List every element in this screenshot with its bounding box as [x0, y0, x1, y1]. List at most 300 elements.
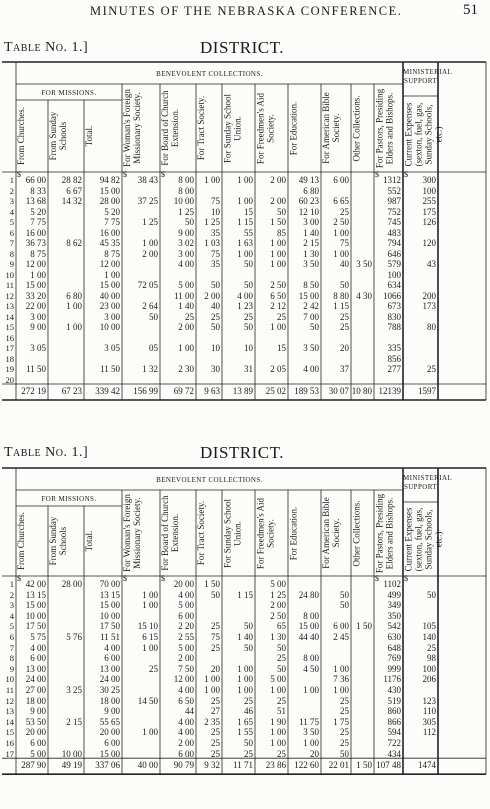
table-cell: 55 65	[99, 716, 120, 727]
total-cell: 40 00	[137, 760, 158, 771]
table-cell: 44 40	[298, 632, 319, 642]
total-cell: 1 50	[356, 760, 372, 771]
table-cell: 830	[387, 311, 401, 322]
total-cell: 287 90	[21, 760, 46, 771]
table-cell: 8 50	[303, 280, 319, 290]
row-number: 12	[5, 695, 14, 706]
table-cell: 1 15	[333, 301, 349, 311]
table-cell: 43	[427, 259, 436, 269]
table-cell: 25	[340, 322, 349, 332]
table-cell: 1 00	[270, 322, 286, 332]
table-cell: 3 02	[178, 238, 194, 248]
total-cell: 11 71	[233, 760, 253, 771]
table-cell: 6 00	[333, 621, 349, 632]
table-cell: 1 25	[204, 217, 220, 227]
column-header: From Sunday Schools	[48, 111, 68, 161]
table-cell: 66 00	[25, 175, 46, 185]
column-header: For Education.	[288, 101, 298, 155]
total-cell: 189 53	[294, 386, 319, 396]
table-cell: 866	[387, 716, 401, 727]
table-cell: 1 40	[303, 227, 319, 238]
table-cell: 11 75	[299, 716, 319, 727]
table-cell: 13 00	[25, 663, 46, 674]
table-cell: 10	[244, 343, 253, 353]
table-cell: 25	[211, 621, 220, 632]
table-cell: 794	[387, 238, 401, 248]
table-cell: 6 65	[333, 196, 349, 206]
table-cell: 3 00	[104, 311, 120, 322]
statistics-table	[2, 468, 486, 774]
table-cell: 2 42	[303, 301, 319, 311]
table-cell: 1 00	[142, 238, 158, 248]
table-cell: 10	[211, 343, 220, 353]
table-cell: 25	[211, 311, 220, 322]
group-label-benevolent: BENEVOLENT COLLECTIONS.	[156, 476, 263, 484]
table-cell: 40 00	[99, 290, 120, 301]
table-cell: 4 00	[178, 716, 194, 727]
table-cell: 13 00	[99, 663, 120, 674]
table-cell: 1 00	[66, 322, 82, 332]
table-cell: 630	[387, 632, 401, 642]
table-cell: 50	[185, 217, 194, 227]
row-number: 13	[5, 301, 14, 311]
table-cell: 1 00	[237, 685, 253, 695]
column-header: Total.	[84, 530, 94, 552]
table-cell: 2 00	[178, 738, 194, 748]
table-cell: 5 20	[30, 206, 46, 217]
table-cell: 75	[211, 248, 220, 259]
table-cell: 648	[387, 642, 401, 653]
table-cell: 305	[422, 716, 436, 727]
total-cell: 13 89	[232, 386, 253, 396]
total-cell: 12139	[378, 386, 401, 396]
total-cell: 337 06	[95, 760, 120, 771]
table-cell: 594	[387, 727, 401, 738]
table-cell: 2 00	[178, 653, 194, 664]
table-cell: 5 00	[270, 579, 286, 589]
total-cell: 1597	[418, 386, 436, 396]
table-cell: 44	[185, 706, 194, 717]
row-number: 1	[9, 175, 14, 185]
table-cell: 31	[244, 364, 253, 374]
table-cell: 80	[427, 322, 436, 332]
total-cell: 67 23	[61, 386, 82, 396]
column-header: For Freedmen's Aid Society.	[255, 92, 275, 164]
table-cell: 25	[211, 642, 220, 653]
table-cell: 50	[277, 642, 286, 653]
table-cell: 12 00	[25, 259, 46, 269]
table-cell: 24 80	[298, 589, 319, 600]
table-cell: 50	[244, 280, 253, 290]
table-cell: 1 00	[204, 674, 220, 685]
total-cell: 122 60	[294, 760, 319, 771]
table-cell: 673	[387, 301, 401, 311]
table-cell: 17 50	[99, 621, 120, 632]
table-cell: 2 45	[333, 632, 349, 642]
table-cell: 6 50	[270, 290, 286, 301]
table-cell: 25	[149, 663, 158, 674]
table-cell: 200	[422, 290, 436, 301]
table-cell: 50	[244, 621, 253, 632]
table-number: Table No. 1.]	[4, 445, 89, 460]
table-cell: 75	[340, 238, 349, 248]
total-cell: 90 79	[173, 760, 194, 771]
table-cell: 50	[211, 322, 220, 332]
table-cell: 65	[277, 621, 286, 632]
table-cell: 8 62	[66, 238, 82, 248]
table-cell: 1 30	[270, 632, 286, 642]
table-cell: 1 40	[178, 301, 194, 311]
table-cell: 7 00	[303, 311, 319, 322]
table-cell: 2 00	[270, 175, 286, 185]
total-cell: 49 19	[61, 760, 82, 771]
table-cell: 8 00	[178, 185, 194, 196]
table-cell: 1 00	[270, 727, 286, 738]
table-cell: 2 35	[204, 716, 220, 727]
table-cell: 7 75	[104, 217, 120, 227]
row-number: 11	[5, 280, 14, 290]
table-cell: 2 00	[270, 196, 286, 206]
table-cell: 579	[387, 259, 401, 269]
table-cell: 10 00	[99, 322, 120, 332]
table-cell: 105	[422, 621, 436, 632]
table-cell: 2 15	[66, 716, 82, 727]
table-cell: 110	[422, 706, 436, 717]
table-cell: 1 00	[333, 663, 349, 674]
row-number: 8	[9, 248, 14, 259]
total-cell: 23 86	[265, 760, 286, 771]
table-cell: 50	[340, 748, 349, 759]
table-cell: 1 75	[333, 716, 349, 727]
column-header: For Pastors, Presiding Elders and Bishops.	[374, 88, 394, 168]
currency-mark: $	[404, 170, 408, 179]
table-cell: 14 32	[61, 196, 82, 206]
table-cell: 1 25	[178, 206, 194, 217]
table-cell: 45 35	[99, 238, 120, 248]
table-cell: 75	[211, 196, 220, 206]
table-cell: 745	[387, 217, 401, 227]
table-cell: 5 00	[30, 748, 46, 759]
table-cell: 1 32	[142, 364, 158, 374]
column-header: For Pastors, Presiding Elders and Bishops.	[374, 493, 394, 573]
table-cell: 33 20	[25, 290, 46, 301]
currency-mark: $	[404, 574, 408, 583]
table-cell: 4 00	[237, 290, 253, 301]
row-number: 16	[5, 738, 14, 748]
table-cell: 335	[387, 343, 401, 353]
table-cell: 15 00	[298, 621, 319, 632]
column-header: For Tract Society.	[196, 500, 206, 566]
currency-mark: $	[123, 574, 127, 583]
table-cell: 25	[340, 206, 349, 217]
total-cell: 30 07	[328, 386, 349, 396]
table-cell: 1 00	[104, 269, 120, 280]
table-cell: 6 00	[178, 748, 194, 759]
table-cell: 4 00	[178, 259, 194, 269]
table-cell: 17 50	[25, 621, 46, 632]
table-cell: 72 05	[137, 280, 158, 290]
table-cell: 10 00	[173, 196, 194, 206]
table-cell: 12 10	[298, 206, 319, 217]
column-header: Other Collections.	[351, 95, 361, 161]
column-header: For Freedmen's Aid Society.	[255, 497, 275, 569]
table-cell: 5 00	[270, 674, 286, 685]
row-number: 20	[5, 374, 14, 385]
table-cell: 10	[211, 206, 220, 217]
table-cell: 350	[387, 610, 401, 621]
group-label-ministerial: MINISTERIAL SUPPORT	[403, 474, 453, 491]
table-cell: 2 00	[142, 248, 158, 259]
currency-mark: $	[375, 574, 379, 583]
table-cell: 28 00	[61, 579, 82, 589]
table-cell: 856	[387, 353, 401, 364]
row-number: 9	[9, 663, 14, 674]
table-cell: 13 15	[99, 589, 120, 600]
table-cell: 2 00	[270, 600, 286, 611]
row-number: 10	[5, 674, 14, 685]
table-cell: 8 75	[104, 248, 120, 259]
table-cell: 4 00	[178, 685, 194, 695]
table-cell: 3 00	[30, 311, 46, 322]
table-cell: 3 50	[303, 727, 319, 738]
table-cell: 2 55	[178, 632, 194, 642]
table-cell: 788	[387, 322, 401, 332]
table-cell: 05	[149, 343, 158, 353]
column-header: For Sunday School Union.	[222, 498, 242, 568]
table-cell: 987	[387, 196, 401, 206]
row-number: 6	[9, 632, 14, 642]
table-cell: 434	[387, 748, 401, 759]
table-cell: 1 00	[270, 238, 286, 248]
table-cell: 25	[211, 727, 220, 738]
row-number: 17	[5, 748, 14, 759]
column-header: From Churches.	[16, 512, 26, 570]
row-number: 7	[9, 238, 14, 248]
table-cell: 1 50	[356, 621, 372, 632]
district-title: DISTRICT.	[200, 38, 284, 57]
table-cell: 37 25	[137, 196, 158, 206]
table-cell: 2 50	[270, 280, 286, 290]
table-cell: 8 75	[30, 248, 46, 259]
column-header: Other Collections.	[351, 500, 361, 566]
table-cell: 9 00	[30, 322, 46, 332]
table-cell: 1 00	[142, 600, 158, 611]
table-cell: 70 00	[99, 579, 120, 589]
table-cell: 1 00	[270, 738, 286, 748]
table-cell: 5 75	[30, 632, 46, 642]
table-cell: 277	[387, 364, 401, 374]
table-cell: 50	[244, 259, 253, 269]
table-cell: 37	[340, 364, 349, 374]
table-cell: 9 00	[104, 706, 120, 717]
column-header: Current Expenses (sexton, fuel, gas, Sunday Schools, etc.)	[403, 507, 443, 571]
table-cell: 25	[244, 748, 253, 759]
row-number: 9	[9, 259, 14, 269]
table-cell: 2 64	[142, 301, 158, 311]
table-cell: 15 00	[99, 748, 120, 759]
table-cell: 20 00	[25, 727, 46, 738]
table-cell: 1 15	[237, 217, 253, 227]
table-cell: 3 05	[30, 343, 46, 353]
table-number: Table No. 1.]	[4, 40, 89, 55]
currency-mark: $	[123, 170, 127, 179]
column-header: For Board of Church Extension.	[160, 495, 180, 571]
table-cell: 1 00	[333, 227, 349, 238]
group-label-missions: FOR MISSIONS.	[41, 89, 97, 97]
table-cell: 6 00	[104, 653, 120, 664]
table-cell: 25	[211, 738, 220, 748]
table-cell: 3 50	[356, 259, 372, 269]
table-cell: 552	[387, 185, 401, 196]
table-cell: 7 75	[30, 217, 46, 227]
table-cell: 6 67	[66, 185, 82, 196]
row-number: 13	[5, 706, 14, 717]
column-header: For American Bible Society.	[321, 92, 341, 164]
table-cell: 85	[277, 227, 286, 238]
table-cell: 50	[244, 738, 253, 748]
table-cell: 1 00	[142, 589, 158, 600]
table-cell: 23 00	[99, 301, 120, 311]
table-cell: 50	[244, 642, 253, 653]
table-cell: 2 00	[204, 290, 220, 301]
total-cell: 1474	[418, 760, 436, 771]
table-cell: 646	[387, 248, 401, 259]
table-cell: 1 00	[30, 269, 46, 280]
table-cell: 1 00	[204, 175, 220, 185]
column-header: From Churches.	[16, 107, 26, 165]
table-cell: 46	[244, 706, 253, 717]
column-header: For Education.	[288, 506, 298, 560]
column-header: Current Expenses (sexton, fuel, gas, Sunday Schools, etc.)	[403, 102, 443, 166]
table-cell: 175	[422, 206, 436, 217]
table-cell: 94 82	[99, 175, 120, 185]
table-cell: 10 00	[99, 610, 120, 621]
table-cell: 1 15	[237, 589, 253, 600]
running-title: MINUTES OF THE NEBRASKA CONFERENCE.	[90, 4, 403, 18]
table-cell: 722	[387, 738, 401, 748]
table-cell: 50	[310, 322, 319, 332]
row-number: 11	[5, 685, 14, 695]
table-cell: 50	[277, 206, 286, 217]
table-cell: 100	[422, 185, 436, 196]
table-cell: 1 00	[333, 685, 349, 695]
table-cell: 10 00	[25, 610, 46, 621]
table-cell: 206	[422, 674, 436, 685]
table-cell: 25	[277, 695, 286, 706]
total-cell: 10 80	[351, 386, 372, 396]
table-cell: 60 23	[298, 196, 319, 206]
table-cell: 27 00	[25, 685, 46, 695]
table-cell: 123	[422, 695, 436, 706]
table-cell: 8 00	[303, 653, 319, 664]
table-cell: 6 00	[104, 738, 120, 748]
table-cell: 49 13	[298, 175, 319, 185]
table-cell: 2 50	[270, 610, 286, 621]
column-header: Total.	[84, 125, 94, 147]
table-cell: 16 00	[25, 227, 46, 238]
table-cell: 36 73	[25, 238, 46, 248]
table-cell: 2 30	[178, 364, 194, 374]
table-cell: 15	[277, 343, 286, 353]
table-cell: 3 05	[104, 343, 120, 353]
table-cell: 349	[387, 600, 401, 611]
table-cell: 50	[244, 322, 253, 332]
row-number: 15	[5, 322, 14, 332]
table-cell: 1 00	[270, 685, 286, 695]
table-cell: 11 50	[26, 364, 46, 374]
table-cell: 542	[387, 621, 401, 632]
row-number: 15	[5, 727, 14, 738]
table-cell: 24 00	[99, 674, 120, 685]
table-cell: 483	[387, 227, 401, 238]
table-cell: 18 00	[99, 695, 120, 706]
table-cell: 4 50	[303, 663, 319, 674]
table-cell: 51	[277, 706, 286, 717]
total-cell: 272 19	[21, 386, 46, 396]
table-cell: 1 00	[303, 738, 319, 748]
table-cell: 300	[422, 175, 436, 185]
column-header: From Sunday Schools	[48, 516, 68, 566]
table-cell: 15 00	[99, 185, 120, 196]
column-header: For Board of Church Extension.	[160, 90, 180, 166]
table-cell: 1 50	[270, 217, 286, 227]
table-cell: 25	[244, 695, 253, 706]
row-number: 2	[9, 589, 14, 600]
row-number: 8	[9, 653, 14, 664]
table-cell: 7 36	[333, 674, 349, 685]
table-cell: 1 23	[237, 301, 253, 311]
district-title: DISTRICT.	[200, 443, 284, 462]
table-cell: 2 15	[303, 238, 319, 248]
table-cell: 173	[422, 301, 436, 311]
table-cell: 1 65	[237, 716, 253, 727]
currency-mark: $	[161, 170, 165, 179]
table-cell: 5 00	[178, 280, 194, 290]
table-cell: 55	[244, 227, 253, 238]
row-number: 17	[5, 343, 14, 353]
row-number: 12	[5, 290, 14, 301]
table-cell: 4 00	[178, 589, 194, 600]
table-cell: 15 00	[298, 290, 319, 301]
table-cell: 30 25	[99, 685, 120, 695]
table-cell: 12 00	[173, 674, 194, 685]
table-cell: 9 00	[178, 227, 194, 238]
row-number: 16	[5, 332, 14, 343]
table-cell: 2 00	[178, 322, 194, 332]
table-cell: 10 00	[61, 748, 82, 759]
table-cell: 50	[211, 280, 220, 290]
table-cell: 6 00	[30, 653, 46, 664]
table-cell: 98	[427, 653, 436, 664]
table-cell: 16 00	[99, 227, 120, 238]
column-header: For Tract Society.	[196, 95, 206, 161]
table-cell: 25	[211, 748, 220, 759]
table-cell: 1 00	[237, 663, 253, 674]
table-cell: 25	[277, 748, 286, 759]
table-cell: 5 20	[104, 206, 120, 217]
total-cell: 339 42	[95, 386, 120, 396]
table-cell: 8 80	[333, 290, 349, 301]
table-2-heading	[0, 443, 490, 465]
table-cell: 519	[387, 695, 401, 706]
table-cell: 1 00	[142, 727, 158, 738]
table-cell: 2 05	[270, 364, 286, 374]
running-head	[0, 4, 490, 22]
table-cell: 15	[244, 206, 253, 217]
table-cell: 15 00	[25, 280, 46, 290]
table-cell: 430	[387, 685, 401, 695]
table-cell: 1 00	[178, 343, 194, 353]
